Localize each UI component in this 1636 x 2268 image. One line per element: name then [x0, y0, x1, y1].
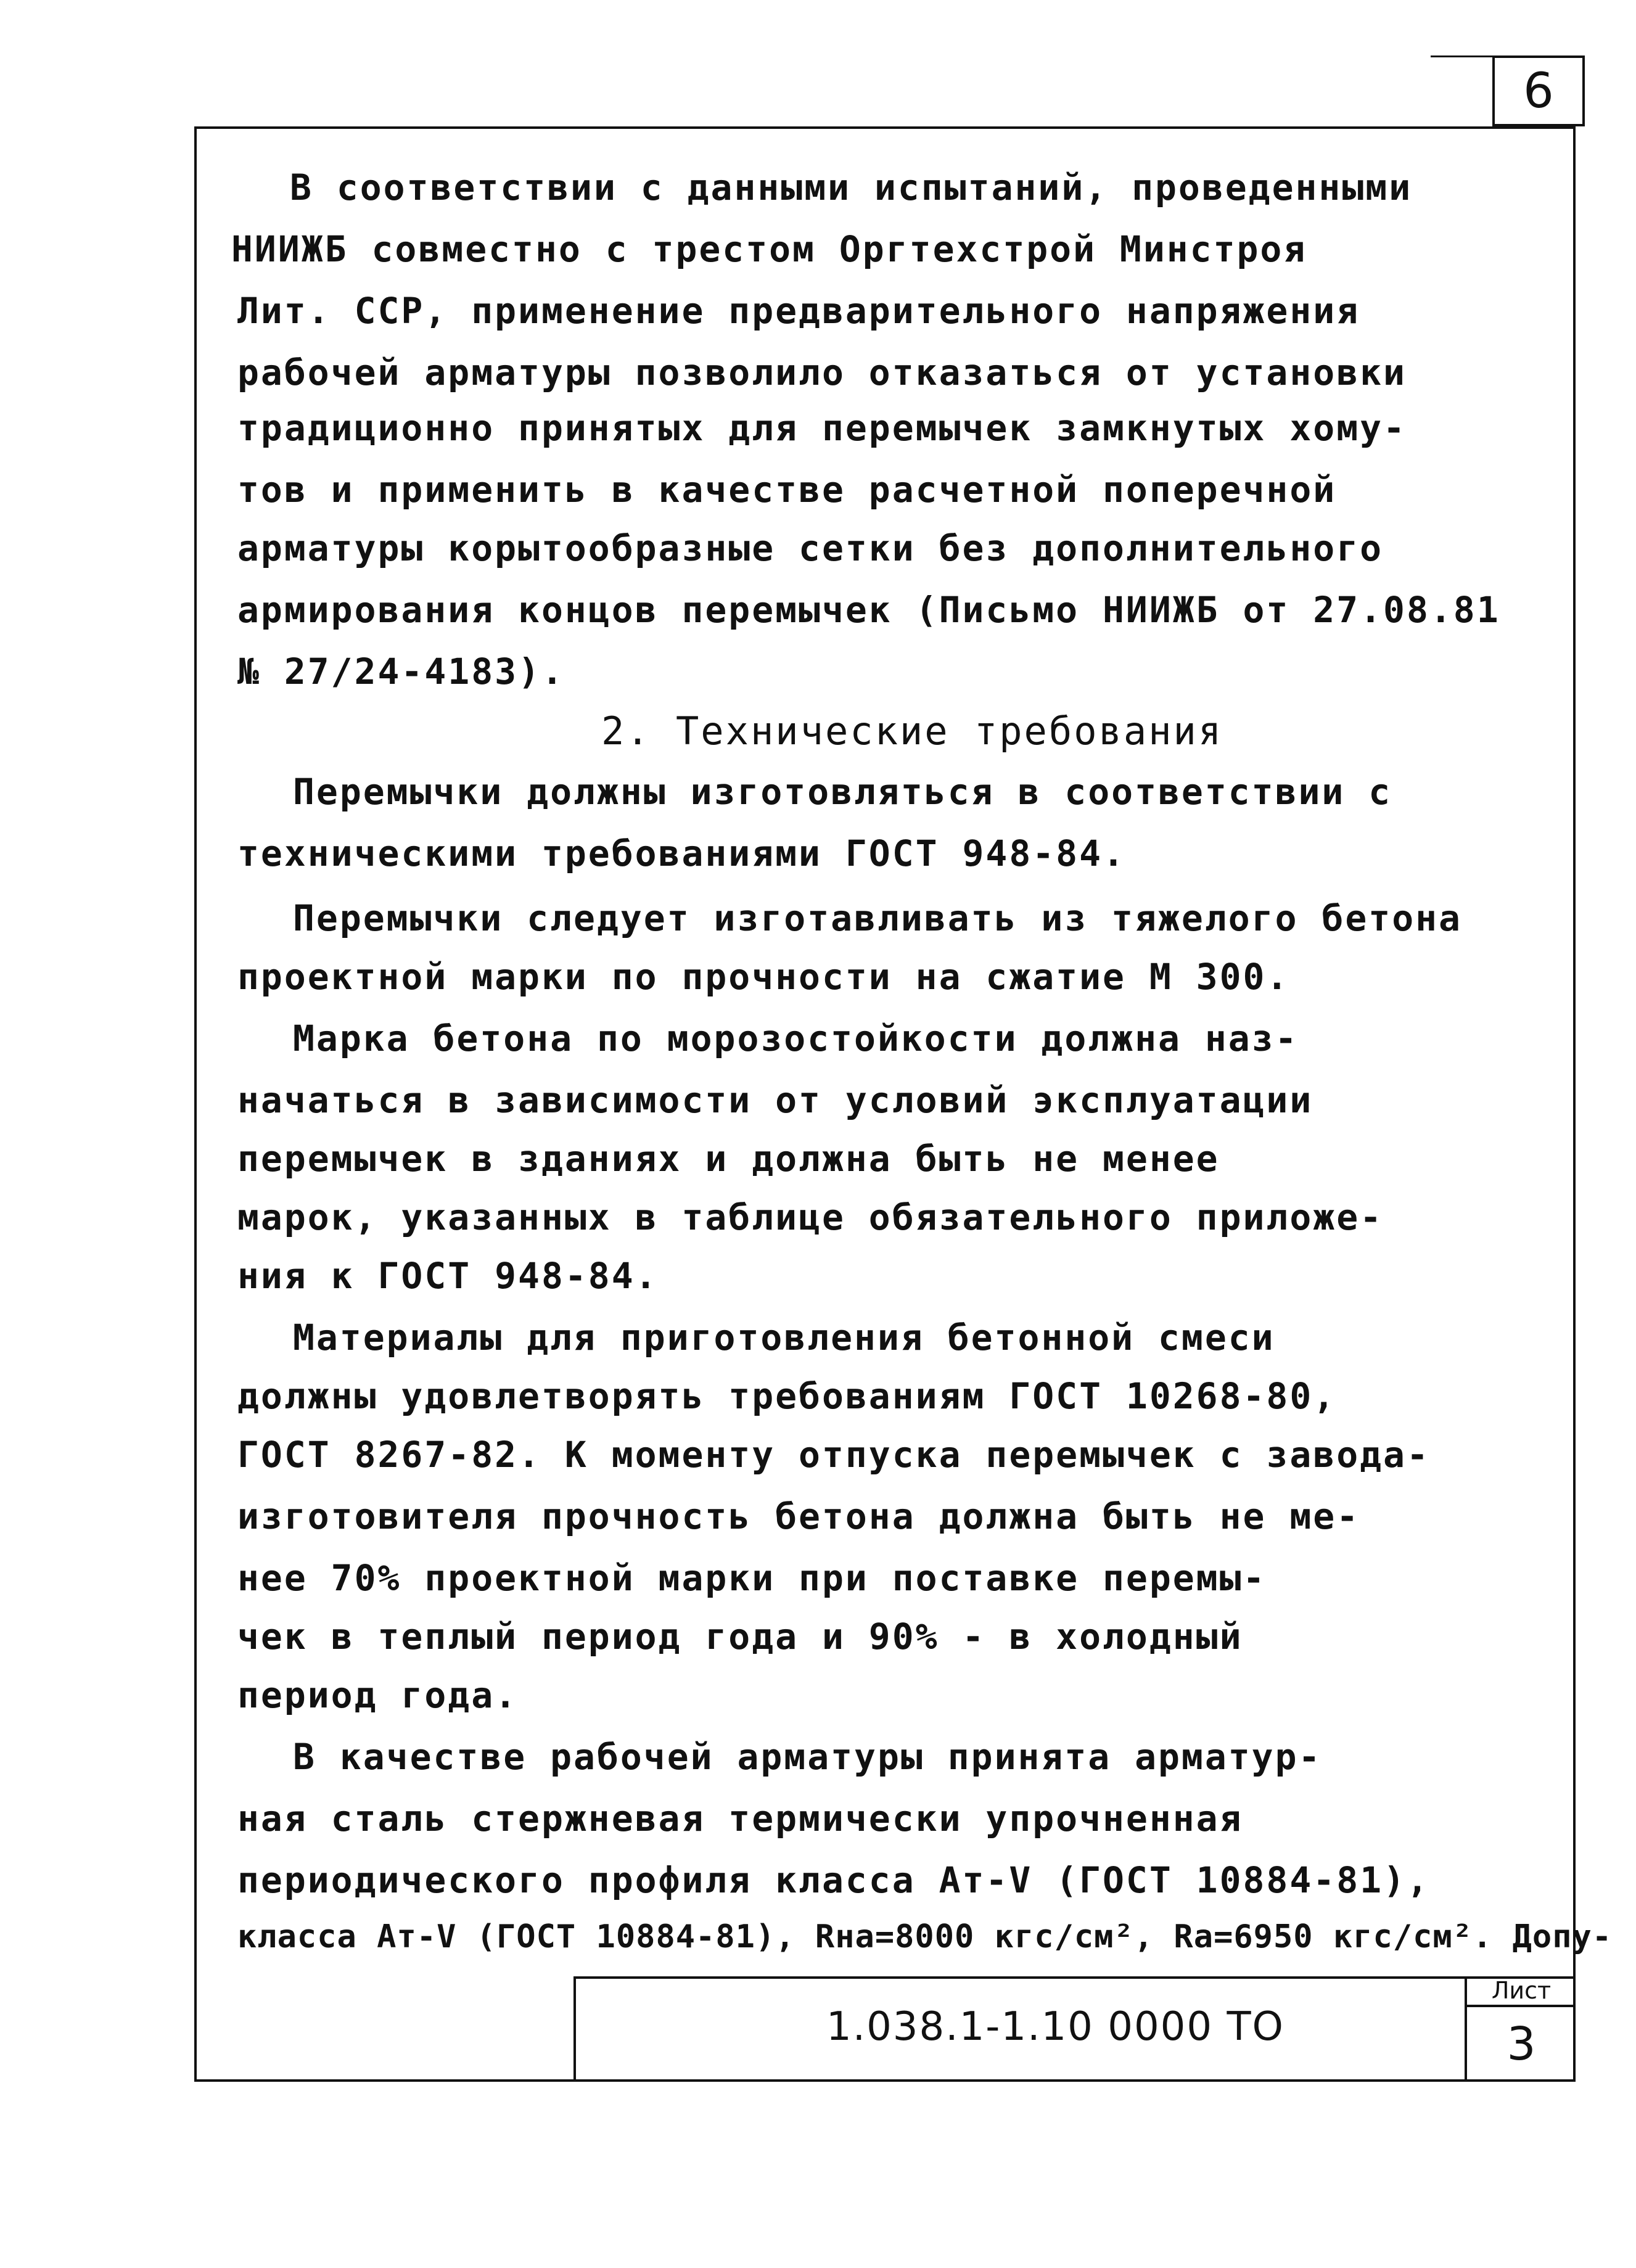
text-line: Перемычки должны изготовляться в соответствии с: [293, 771, 1392, 813]
text-line: ГОСТ 8267-82. К моменту отпуска перемычек с завода-: [237, 1434, 1430, 1476]
text-line: ная сталь стержневая термически упрочненная: [237, 1798, 1243, 1839]
text-line: Перемычки следует изготавливать из тяжелого бетона: [293, 897, 1462, 939]
text-line: арматуры корытообразные сетки без дополнительного: [237, 527, 1384, 569]
text-line: Материалы для приготовления бетонной смеси: [293, 1317, 1275, 1358]
text-line: ния к ГОСТ 948-84.: [237, 1255, 659, 1297]
text-line: периодического профиля класса Ат-V (ГОСТ 10884-81),: [237, 1859, 1430, 1901]
corner-rule: [1431, 55, 1498, 57]
document-code: 1.038.1-1.10 0000 ТО: [826, 2004, 1285, 2050]
sheet-number: 3: [1465, 2007, 1576, 2081]
sheet-label: Лист: [1465, 1976, 1576, 2007]
text-line: В соответствии с данными испытаний, проведенными: [290, 166, 1413, 208]
text-line: должны удовлетворять требованиям ГОСТ 10268-80,: [237, 1375, 1337, 1417]
section-heading: 2. Технические требования: [601, 709, 1223, 754]
text-line: В качестве рабочей арматуры принята арматур-: [293, 1736, 1322, 1778]
text-line: класса Ат-V (ГОСТ 10884-81), Rнa=8000 кгс/см², Ra=6950 кгс/см². Допу-: [237, 1918, 1613, 1955]
text-line: техническими требованиями ГОСТ 948-84.: [237, 832, 1126, 874]
text-line: изготовителя прочность бетона должна быть не ме-: [237, 1495, 1360, 1537]
text-line: армирования концов перемычек (Письмо НИИЖБ от 27.08.81: [237, 589, 1500, 631]
text-line: период года.: [237, 1674, 519, 1716]
text-line: проектной марки по прочности на сжатие М 300.: [237, 956, 1290, 998]
text-line: начаться в зависимости от условий эксплуатации: [237, 1079, 1313, 1121]
text-line: традиционно принятых для перемычек замкнутых хому-: [237, 407, 1407, 449]
text-line: нее 70% проектной марки при поставке перемы-: [237, 1557, 1267, 1599]
text-line: тов и применить в качестве расчетной поперечной: [237, 469, 1337, 511]
text-line: Марка бетона по морозостойкости должна наз-: [293, 1017, 1299, 1059]
text-line: чек в теплый период года и 90% - в холодный: [237, 1616, 1243, 1658]
text-line: № 27/24-4183).: [237, 651, 565, 692]
text-line: марок, указанных в таблице обязательного приложе-: [237, 1196, 1384, 1238]
corner-page-number: 6: [1492, 55, 1585, 126]
text-line: перемычек в зданиях и должна быть не менее: [237, 1138, 1220, 1180]
text-line: НИИЖБ совместно с трестом Оргтехстрой Минстроя: [231, 228, 1307, 270]
text-line: Лит. ССР, применение предварительного напряжения: [237, 290, 1360, 332]
text-line: рабочей арматуры позволило отказаться от установки: [237, 351, 1407, 393]
